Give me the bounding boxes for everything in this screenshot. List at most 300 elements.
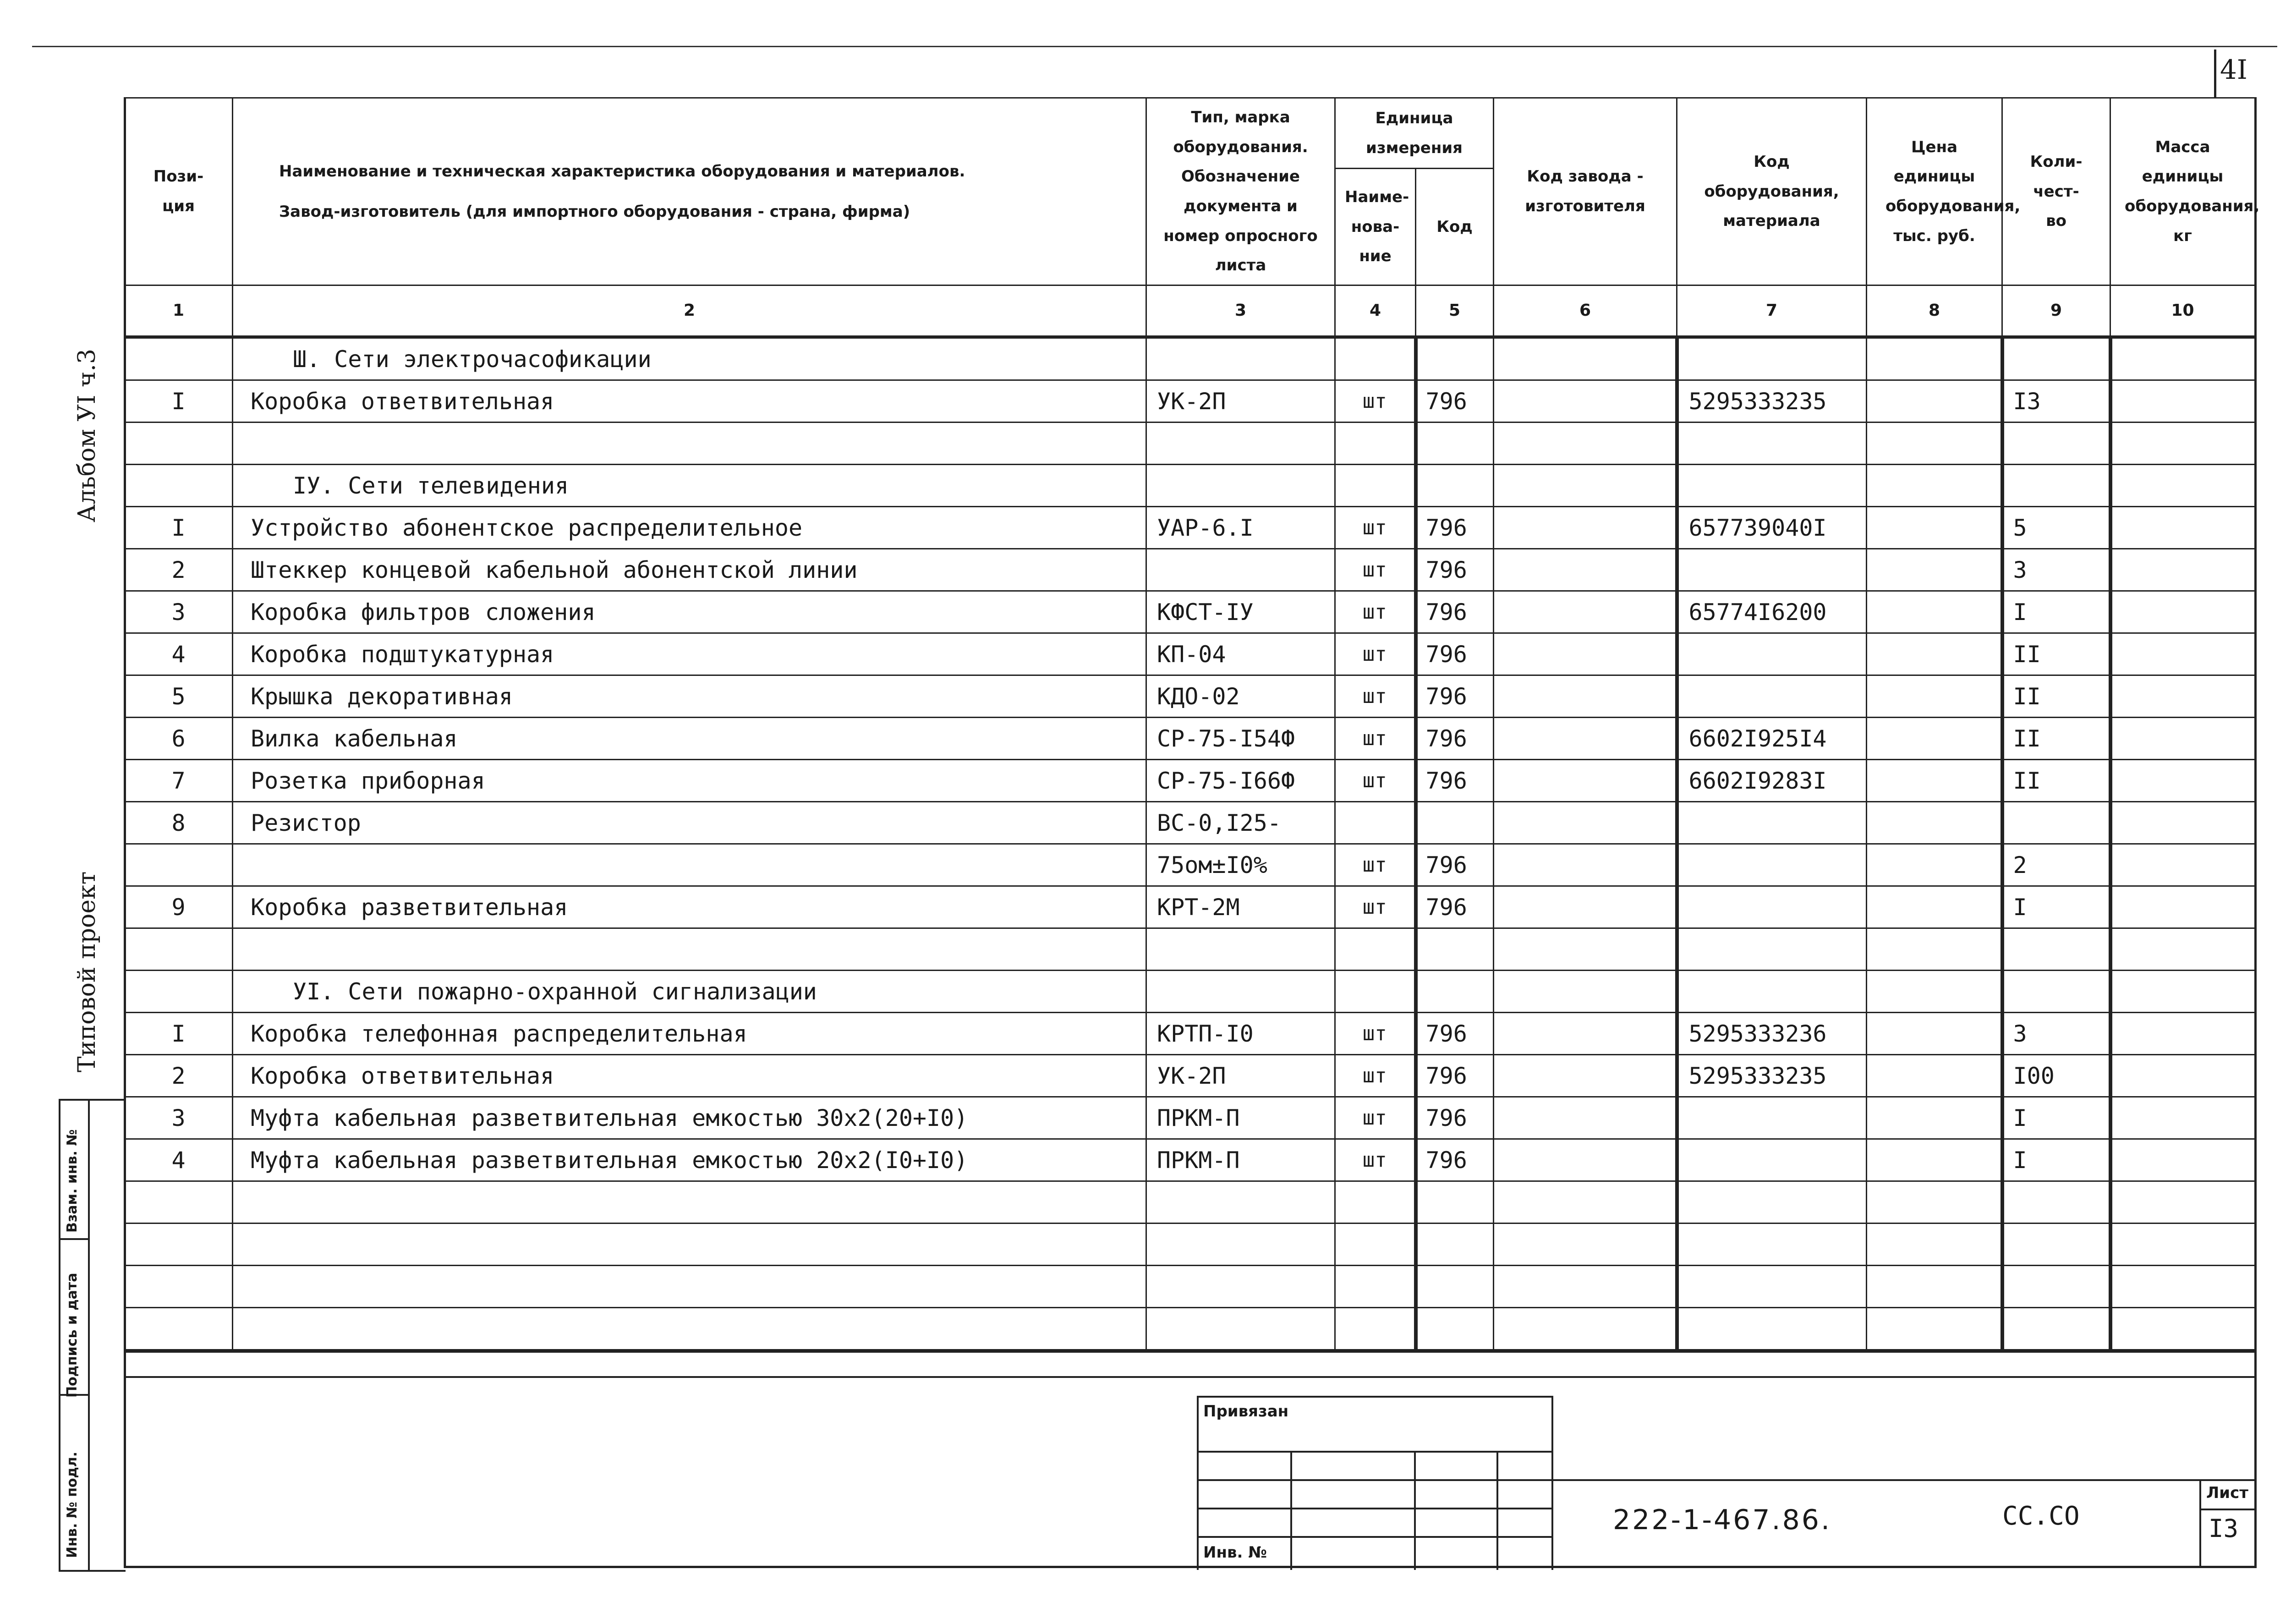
stamp-inv-label: Инв. №: [1203, 1543, 1267, 1562]
col-header-name-line2: Завод-изготовитель (для импортного оборудования - страна, фирма): [279, 203, 910, 221]
section-row: [125, 971, 2255, 1013]
cell-unit: [1335, 465, 1416, 507]
specification-table: [124, 97, 2260, 1353]
cell-price: [1867, 1055, 2002, 1097]
cell-price: [1867, 1097, 2002, 1139]
cell-position: 2: [125, 1055, 233, 1097]
column-number: 4: [1335, 285, 1416, 337]
col-header-unit-code: Код: [1416, 169, 1494, 285]
cell-maker-code: [1494, 844, 1677, 886]
cell-position: I: [125, 507, 233, 549]
cell-unit-code: 796: [1416, 1055, 1494, 1097]
cell-position: [125, 1266, 233, 1308]
cell-type: ВС-0,I25-: [1146, 802, 1335, 844]
table-bottom-rule: [124, 1376, 2257, 1378]
col-header-type: Тип, марка оборудования. Обозначение документа и номер опросного листа: [1146, 98, 1335, 285]
cell-type: [1146, 1308, 1335, 1351]
cell-type: СР-75-I54Ф: [1146, 718, 1335, 760]
cell-unit: шт: [1335, 633, 1416, 675]
cell-position: 8: [125, 802, 233, 844]
cell-mass: [2110, 844, 2255, 886]
table-body: [125, 337, 2255, 1351]
table-row: [125, 507, 2255, 549]
table-row: [125, 1181, 2255, 1223]
cell-mass: [2110, 928, 2255, 971]
cell-unit-code: [1416, 802, 1494, 844]
cell-maker-code: [1494, 1013, 1677, 1055]
sheet-value: I3: [2209, 1514, 2239, 1543]
col-header-price: Цена единицы оборудования, тыс. руб.: [1867, 98, 2002, 285]
cell-maker-code: [1494, 675, 1677, 718]
cell-material-code: [1677, 1266, 1867, 1308]
cell-position: [125, 844, 233, 886]
cell-type: КФСТ-IУ: [1146, 591, 1335, 633]
cell-name: [233, 1181, 1146, 1223]
cell-unit-code: [1416, 928, 1494, 971]
cell-mass: [2110, 380, 2255, 422]
cell-unit: [1335, 802, 1416, 844]
cell-maker-code: [1494, 337, 1677, 380]
cell-mass: [2110, 802, 2255, 844]
column-number: 10: [2110, 285, 2255, 337]
cell-position: I: [125, 1013, 233, 1055]
cell-position: [125, 1223, 233, 1266]
cell-mass: [2110, 337, 2255, 380]
cell-price: [1867, 1139, 2002, 1181]
cell-unit: [1335, 971, 1416, 1013]
cell-quantity: [2002, 1181, 2110, 1223]
cell-unit: шт: [1335, 1055, 1416, 1097]
cell-unit: [1335, 337, 1416, 380]
cell-unit-code: 796: [1416, 549, 1494, 591]
side-label-project: Типовой проект: [73, 871, 101, 1072]
cell-quantity: I: [2002, 1097, 2110, 1139]
cell-name: Коробка телефонная распределительная: [233, 1013, 1146, 1055]
cell-mass: [2110, 1097, 2255, 1139]
cell-name: [233, 928, 1146, 971]
cell-material-code: 5295333235: [1677, 1055, 1867, 1097]
cell-unit-code: [1416, 1308, 1494, 1351]
cell-mass: [2110, 1266, 2255, 1308]
cell-maker-code: [1494, 1139, 1677, 1181]
cell-price: [1867, 549, 2002, 591]
cell-material-code: [1677, 886, 1867, 928]
cell-material-code: 5295333235: [1677, 380, 1867, 422]
title-block-rule: [1550, 1479, 2257, 1481]
col-header-qty: Коли-чест-во: [2002, 98, 2110, 285]
cell-material-code: 6602I925I4: [1677, 718, 1867, 760]
table-row: [125, 928, 2255, 971]
cell-name: Устройство абонентское распределительное: [233, 507, 1146, 549]
column-number-row: [125, 285, 2255, 337]
table-row: [125, 1139, 2255, 1181]
cell-unit-code: 796: [1416, 760, 1494, 802]
cell-price: [1867, 422, 2002, 465]
cell-unit-code: 796: [1416, 1097, 1494, 1139]
cell-unit-code: 796: [1416, 718, 1494, 760]
cell-price: [1867, 886, 2002, 928]
cell-unit: шт: [1335, 507, 1416, 549]
cell-mass: [2110, 1308, 2255, 1351]
cell-quantity: [2002, 337, 2110, 380]
cell-maker-code: [1494, 1223, 1677, 1266]
cell-maker-code: [1494, 549, 1677, 591]
cell-maker-code: [1494, 760, 1677, 802]
cell-material-code: 6602I9283I: [1677, 760, 1867, 802]
column-number: 9: [2002, 285, 2110, 337]
cell-price: [1867, 337, 2002, 380]
cell-unit-code: 796: [1416, 1139, 1494, 1181]
cell-maker-code: [1494, 633, 1677, 675]
section-row: [125, 465, 2255, 507]
stamp-rule: [1199, 1479, 1551, 1481]
table-row: [125, 675, 2255, 718]
cell-price: [1867, 1266, 2002, 1308]
cell-position: 5: [125, 675, 233, 718]
cell-unit: шт: [1335, 591, 1416, 633]
cell-quantity: [2002, 1223, 2110, 1266]
cell-price: [1867, 675, 2002, 718]
cell-name: [233, 422, 1146, 465]
cell-mass: [2110, 718, 2255, 760]
cell-name: Коробка подштукатурная: [233, 633, 1146, 675]
cell-type: 75ом±I0%: [1146, 844, 1335, 886]
cell-quantity: II: [2002, 675, 2110, 718]
cell-mass: [2110, 465, 2255, 507]
cell-quantity: I00: [2002, 1055, 2110, 1097]
cell-material-code: [1677, 1097, 1867, 1139]
col-header-position: Пози- ция: [125, 98, 233, 285]
column-number: 7: [1677, 285, 1867, 337]
cell-mass: [2110, 1055, 2255, 1097]
col-header-unit-name: Наиме-нова-ние: [1335, 169, 1416, 285]
side-label-sign-date: Подпись и дата: [64, 1273, 80, 1398]
cell-unit: шт: [1335, 380, 1416, 422]
cell-mass: [2110, 1223, 2255, 1266]
cell-type: [1146, 1181, 1335, 1223]
cell-material-code: [1677, 1181, 1867, 1223]
cell-type: УАР-6.I: [1146, 507, 1335, 549]
cell-name: Штеккер концевой кабельной абонентской линии: [233, 549, 1146, 591]
cell-mass: [2110, 591, 2255, 633]
cell-unit-code: [1416, 1266, 1494, 1308]
cell-type: [1146, 337, 1335, 380]
frame-bottom: [124, 1566, 2257, 1568]
cell-position: I: [125, 380, 233, 422]
cell-position: [125, 971, 233, 1013]
cell-position: 3: [125, 591, 233, 633]
cell-material-code: [1677, 844, 1867, 886]
table-row: [125, 718, 2255, 760]
document-code-suffix: СС.СО: [2002, 1501, 2080, 1531]
cell-mass: [2110, 1013, 2255, 1055]
cell-maker-code: [1494, 802, 1677, 844]
side-label-album: Альбом УI ч.3: [73, 349, 101, 522]
cell-quantity: I: [2002, 1139, 2110, 1181]
cell-unit-code: [1416, 337, 1494, 380]
cell-quantity: I: [2002, 886, 2110, 928]
table-row: [125, 549, 2255, 591]
cell-maker-code: [1494, 422, 1677, 465]
cell-name: Коробка ответвительная: [233, 1055, 1146, 1097]
column-number: 1: [125, 285, 233, 337]
sheet-label: Лист: [2206, 1484, 2248, 1502]
table-row: [125, 1097, 2255, 1139]
cell-maker-code: [1494, 1266, 1677, 1308]
cell-position: [125, 337, 233, 380]
cell-quantity: [2002, 422, 2110, 465]
cell-quantity: [2002, 465, 2110, 507]
cell-material-code: [1677, 1223, 1867, 1266]
cell-type: [1146, 1266, 1335, 1308]
cell-unit: шт: [1335, 549, 1416, 591]
cell-quantity: I3: [2002, 380, 2110, 422]
cell-quantity: II: [2002, 760, 2110, 802]
cell-type: [1146, 971, 1335, 1013]
side-strip-divider: [88, 1101, 90, 1570]
cell-unit: шт: [1335, 886, 1416, 928]
cell-type: СР-75-I66Ф: [1146, 760, 1335, 802]
cell-name: Крышка декоративная: [233, 675, 1146, 718]
cell-name: IУ. Сети телевидения: [233, 465, 1146, 507]
column-number: 5: [1416, 285, 1494, 337]
cell-price: [1867, 465, 2002, 507]
cell-quantity: 3: [2002, 549, 2110, 591]
table-row: [125, 380, 2255, 422]
cell-unit-code: 796: [1416, 633, 1494, 675]
cell-position: 9: [125, 886, 233, 928]
cell-mass: [2110, 549, 2255, 591]
cell-unit: шт: [1335, 760, 1416, 802]
cell-quantity: II: [2002, 718, 2110, 760]
cell-unit-code: 796: [1416, 591, 1494, 633]
cell-quantity: II: [2002, 633, 2110, 675]
cell-unit: [1335, 928, 1416, 971]
cell-maker-code: [1494, 1055, 1677, 1097]
table-row: [125, 1055, 2255, 1097]
cell-quantity: [2002, 928, 2110, 971]
cell-quantity: 2: [2002, 844, 2110, 886]
cell-position: [125, 1181, 233, 1223]
cell-type: КП-04: [1146, 633, 1335, 675]
cell-price: [1867, 802, 2002, 844]
cell-unit: шт: [1335, 1097, 1416, 1139]
cell-maker-code: [1494, 507, 1677, 549]
cell-unit-code: [1416, 1181, 1494, 1223]
cell-unit: [1335, 422, 1416, 465]
table-row: [125, 1223, 2255, 1266]
attachment-stamp: [1197, 1396, 1553, 1570]
table-row: [125, 844, 2255, 886]
cell-material-code: 65774I6200: [1677, 591, 1867, 633]
stamp-rule: [1199, 1508, 1551, 1509]
cell-quantity: [2002, 1308, 2110, 1351]
cell-unit: [1335, 1223, 1416, 1266]
table-row: [125, 802, 2255, 844]
cell-quantity: 3: [2002, 1013, 2110, 1055]
cell-mass: [2110, 971, 2255, 1013]
cell-type: КРТ-2М: [1146, 886, 1335, 928]
stamp-rule: [1199, 1536, 1551, 1538]
cell-price: [1867, 971, 2002, 1013]
cell-price: [1867, 718, 2002, 760]
cell-price: [1867, 633, 2002, 675]
cell-quantity: I: [2002, 591, 2110, 633]
cell-maker-code: [1494, 1181, 1677, 1223]
cell-name: Ш. Сети электрочасофикации: [233, 337, 1146, 380]
cell-position: 2: [125, 549, 233, 591]
side-label-inv-orig: Инв. № подл.: [64, 1451, 80, 1558]
cell-maker-code: [1494, 380, 1677, 422]
cell-quantity: [2002, 802, 2110, 844]
cell-price: [1867, 507, 2002, 549]
cell-unit-code: 796: [1416, 1013, 1494, 1055]
cell-type: [1146, 465, 1335, 507]
cell-maker-code: [1494, 1308, 1677, 1351]
cell-material-code: [1677, 1139, 1867, 1181]
document-code: 222-1-467.86.: [1613, 1504, 1832, 1536]
cell-maker-code: [1494, 928, 1677, 971]
cell-mass: [2110, 1181, 2255, 1223]
cell-name: Резистор: [233, 802, 1146, 844]
table-row: [125, 1013, 2255, 1055]
cell-unit-code: [1416, 422, 1494, 465]
cell-name: Розетка приборная: [233, 760, 1146, 802]
sheet-box-rule: [2199, 1509, 2257, 1510]
cell-price: [1867, 844, 2002, 886]
table-row: [125, 1308, 2255, 1351]
cell-quantity: [2002, 1266, 2110, 1308]
cell-price: [1867, 760, 2002, 802]
cell-material-code: [1677, 337, 1867, 380]
cell-mass: [2110, 886, 2255, 928]
cell-mass: [2110, 633, 2255, 675]
cell-mass: [2110, 507, 2255, 549]
cell-unit: шт: [1335, 844, 1416, 886]
cell-unit: шт: [1335, 718, 1416, 760]
col-header-material-code: Код оборудования, материала: [1677, 98, 1867, 285]
cell-material-code: [1677, 549, 1867, 591]
col-header-unit-group: Единица измерения: [1335, 98, 1494, 169]
cell-position: [125, 928, 233, 971]
cell-name: Коробка фильтров сложения: [233, 591, 1146, 633]
cell-type: УК-2П: [1146, 380, 1335, 422]
cell-position: [125, 1308, 233, 1351]
cell-unit: шт: [1335, 1139, 1416, 1181]
cell-unit-code: 796: [1416, 844, 1494, 886]
cell-unit-code: 796: [1416, 507, 1494, 549]
col-header-maker-code: Код завода - изготовителя: [1494, 98, 1677, 285]
cell-price: [1867, 1223, 2002, 1266]
stamp-attached-label: Привязан: [1203, 1402, 1289, 1421]
cell-material-code: 657739040I: [1677, 507, 1867, 549]
column-number: 8: [1867, 285, 2002, 337]
cell-quantity: 5: [2002, 507, 2110, 549]
table-row: [125, 760, 2255, 802]
cell-position: 7: [125, 760, 233, 802]
cell-position: 4: [125, 1139, 233, 1181]
cell-maker-code: [1494, 465, 1677, 507]
table-row: [125, 886, 2255, 928]
cell-price: [1867, 1181, 2002, 1223]
cell-name: УI. Сети пожарно-охранной сигнализации: [233, 971, 1146, 1013]
cell-unit-code: [1416, 1223, 1494, 1266]
cell-material-code: [1677, 633, 1867, 675]
header-row: [125, 98, 2255, 169]
cell-material-code: 5295333236: [1677, 1013, 1867, 1055]
cell-material-code: [1677, 802, 1867, 844]
cell-price: [1867, 928, 2002, 971]
cell-material-code: [1677, 971, 1867, 1013]
cell-unit-code: 796: [1416, 675, 1494, 718]
column-number: 6: [1494, 285, 1677, 337]
cell-unit: [1335, 1308, 1416, 1351]
cell-price: [1867, 380, 2002, 422]
cell-type: [1146, 422, 1335, 465]
cell-type: [1146, 1223, 1335, 1266]
cell-type: [1146, 549, 1335, 591]
cell-mass: [2110, 1139, 2255, 1181]
cell-unit-code: [1416, 971, 1494, 1013]
cell-name: Коробка ответвительная: [233, 380, 1146, 422]
cell-material-code: [1677, 675, 1867, 718]
cell-material-code: [1677, 422, 1867, 465]
cell-unit-code: 796: [1416, 886, 1494, 928]
cell-material-code: [1677, 1308, 1867, 1351]
cell-name: Вилка кабельная: [233, 718, 1146, 760]
table-row: [125, 591, 2255, 633]
cell-unit: шт: [1335, 675, 1416, 718]
cell-name: [233, 844, 1146, 886]
cell-price: [1867, 591, 2002, 633]
cell-material-code: [1677, 928, 1867, 971]
cell-unit: [1335, 1181, 1416, 1223]
table-row: [125, 1266, 2255, 1308]
cell-maker-code: [1494, 1097, 1677, 1139]
cell-mass: [2110, 760, 2255, 802]
cell-maker-code: [1494, 718, 1677, 760]
cell-unit-code: 796: [1416, 380, 1494, 422]
cell-position: [125, 422, 233, 465]
sheet-number: 4I: [2220, 54, 2247, 85]
stamp-divider: [1290, 1453, 1292, 1570]
column-number: 3: [1146, 285, 1335, 337]
cell-name: [233, 1308, 1146, 1351]
cell-price: [1867, 1308, 2002, 1351]
top-rule: [32, 46, 2277, 47]
cell-mass: [2110, 422, 2255, 465]
col-header-name: [233, 98, 1146, 285]
cell-name: [233, 1223, 1146, 1266]
cell-name: Муфта кабельная разветвительная емкостью 30х2(20+I0): [233, 1097, 1146, 1139]
section-row: [125, 337, 2255, 380]
cell-type: КРТП-I0: [1146, 1013, 1335, 1055]
cell-mass: [2110, 675, 2255, 718]
cell-maker-code: [1494, 591, 1677, 633]
cell-price: [1867, 1013, 2002, 1055]
cell-type: КДО-02: [1146, 675, 1335, 718]
cell-name: Муфта кабельная разветвительная емкостью 20х2(I0+I0): [233, 1139, 1146, 1181]
cell-unit: шт: [1335, 1013, 1416, 1055]
column-number: 2: [233, 285, 1146, 337]
stamp-rule: [1199, 1451, 1551, 1453]
cell-type: [1146, 928, 1335, 971]
cell-name: [233, 1266, 1146, 1308]
cell-type: УК-2П: [1146, 1055, 1335, 1097]
cell-position: 4: [125, 633, 233, 675]
cell-position: [125, 465, 233, 507]
table-row: [125, 633, 2255, 675]
